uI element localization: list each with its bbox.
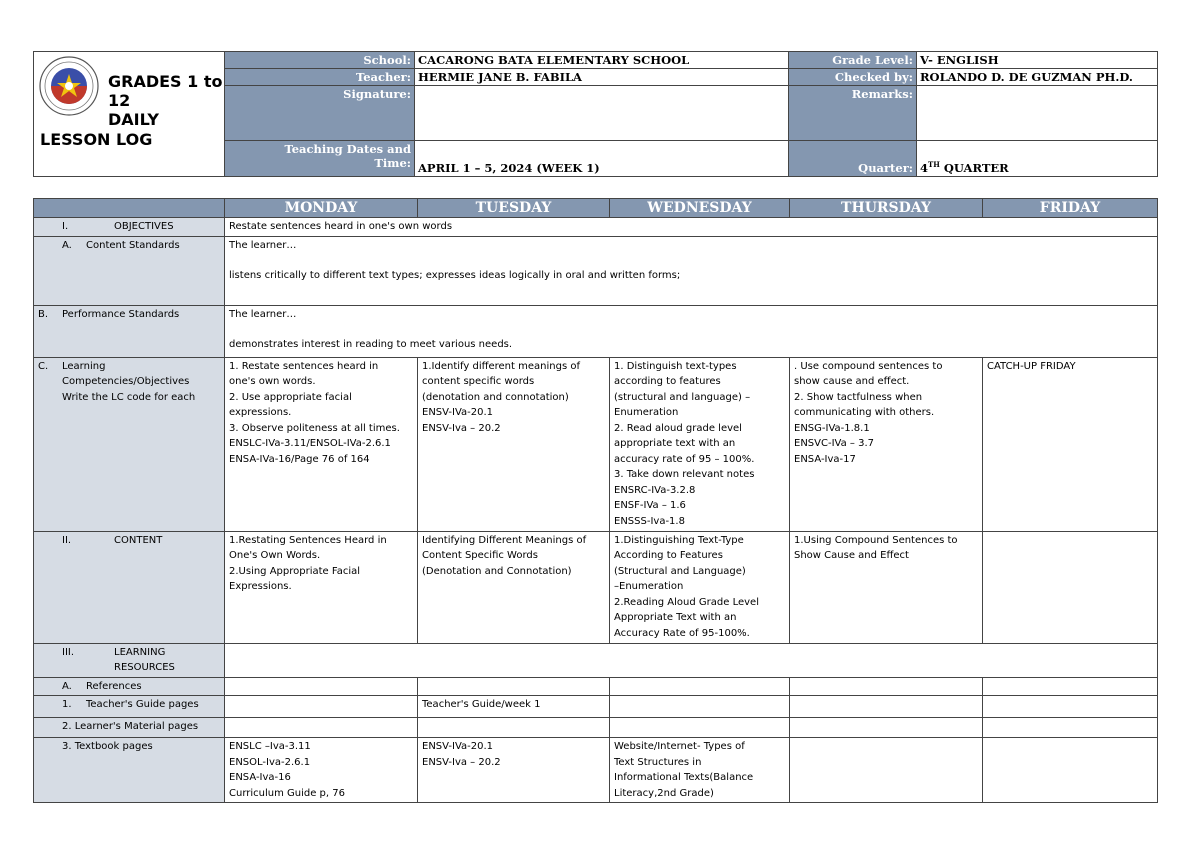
learning-resources-label xyxy=(34,643,225,677)
competencies-wednesday: 1. Distinguish text-types according to features (structural and language) – Enumeration 2. Read aloud grade level appropriate text with an accuracy rate of 95 – 100%. 3. Take down relevant notes ENSRC-IVa-3.2.8 ENSF-IVa – 1.6 ENSSS-Iva-1.8 xyxy=(610,357,790,531)
tg-pages-monday xyxy=(225,696,418,718)
textbook-friday xyxy=(983,738,1158,803)
deped-seal-icon xyxy=(39,56,99,116)
checked-by-value: ROLANDO D. DE GUZMAN PH.D. xyxy=(917,69,1158,86)
day-thursday: THURSDAY xyxy=(790,199,983,218)
competencies-monday: 1. Restate sentences heard in one's own words. 2. Use appropriate facial expressions. 3. Observe politeness at all times. ENSLC-IVa-3.11/ENSOL-IVa-2.6.1 ENSA-IVa-16/Page 76 of 164 xyxy=(225,357,418,531)
learning-resources-value xyxy=(225,643,1158,677)
references-tuesday xyxy=(418,677,610,696)
quarter-value xyxy=(917,141,1158,177)
checked-by-label: Checked by: xyxy=(789,69,917,86)
quarter-word: QUARTER xyxy=(939,161,1009,175)
content-label xyxy=(34,531,225,643)
content-standards-line1: The learner… xyxy=(229,239,297,251)
content-standards-line2: listens critically to different text types; expresses ideas logically in oral and written forms; xyxy=(229,270,681,281)
dates-label-line2: Time: xyxy=(374,156,411,170)
content-standards-row xyxy=(34,236,1158,305)
dates-label-line1: Teaching Dates and xyxy=(284,142,411,156)
days-header-blank xyxy=(34,199,225,218)
tg-pages-friday xyxy=(983,696,1158,718)
lm-pages-wednesday xyxy=(610,718,790,738)
day-monday: MONDAY xyxy=(225,199,418,218)
lm-pages-row xyxy=(34,718,1158,738)
textbook-thursday xyxy=(790,738,983,803)
title-block xyxy=(34,52,225,177)
quarter-suffix: TH xyxy=(928,160,940,170)
learning-resources-title: LEARNING RESOURCES xyxy=(114,646,175,673)
competencies-num: C. xyxy=(38,360,49,372)
references-num: A. xyxy=(62,680,72,692)
textbook-row xyxy=(34,738,1158,803)
content-friday xyxy=(983,531,1158,643)
tg-pages-wednesday xyxy=(610,696,790,718)
textbook-tuesday: ENSV-IVa-20.1 ENSV-Iva – 20.2 xyxy=(418,738,610,803)
lesson-log-table xyxy=(33,198,1158,803)
content-monday: 1.Restating Sentences Heard in One's Own Words. 2.Using Appropriate Facial Expressions. xyxy=(225,531,418,643)
objectives-text: Restate sentences heard in one's own words xyxy=(225,218,1158,237)
tg-pages-row xyxy=(34,696,1158,718)
performance-standards-line1: The learner… xyxy=(229,308,297,320)
content-standards-num: A. xyxy=(62,239,72,251)
signature-label: Signature: xyxy=(225,86,415,141)
title-line-1: GRADES 1 to xyxy=(108,72,223,91)
tg-pages-label xyxy=(34,696,225,718)
content-standards-text xyxy=(225,236,1158,305)
title-line-3: DAILY xyxy=(108,110,159,129)
competencies-row xyxy=(34,357,1158,531)
remarks-value xyxy=(917,86,1158,141)
performance-standards-label xyxy=(34,305,225,357)
lm-pages-label: 2. Learner's Material pages xyxy=(34,718,225,738)
performance-standards-num: B. xyxy=(38,308,49,320)
objectives-num: I. xyxy=(62,221,69,232)
references-thursday xyxy=(790,677,983,696)
school-value: CACARONG BATA ELEMENTARY SCHOOL xyxy=(415,52,789,69)
lm-pages-tuesday xyxy=(418,718,610,738)
references-friday xyxy=(983,677,1158,696)
references-title: References xyxy=(86,680,142,692)
content-standards-title: Content Standards xyxy=(86,239,180,251)
teacher-value: HERMIE JANE B. FABILA xyxy=(415,69,789,86)
content-standards-label xyxy=(34,236,225,305)
title-line-4: LESSON LOG xyxy=(40,130,153,149)
references-wednesday xyxy=(610,677,790,696)
learning-resources-row xyxy=(34,643,1158,677)
days-header-row xyxy=(34,199,1158,218)
competencies-title: Learning Competencies/Objectives Write the LC code for each xyxy=(62,360,196,403)
tg-pages-num: 1. xyxy=(62,699,72,710)
content-thursday: 1.Using Compound Sentences to Show Cause and Effect xyxy=(790,531,983,643)
textbook-monday: ENSLC –Iva-3.11 ENSOL-Iva-2.6.1 ENSA-Iva-16 Curriculum Guide p, 76 xyxy=(225,738,418,803)
day-tuesday: TUESDAY xyxy=(418,199,610,218)
teacher-label: Teacher: xyxy=(225,69,415,86)
lm-pages-thursday xyxy=(790,718,983,738)
learning-resources-num: III. xyxy=(62,646,75,658)
objectives-title: OBJECTIVES xyxy=(114,221,174,232)
tg-pages-title: Teacher's Guide pages xyxy=(86,699,199,710)
tg-pages-thursday xyxy=(790,696,983,718)
lm-pages-monday xyxy=(225,718,418,738)
teaching-dates-label xyxy=(225,141,415,177)
competencies-label xyxy=(34,357,225,531)
objectives-row xyxy=(34,218,1158,237)
content-tuesday: Identifying Different Meanings of Content Specific Words (Denotation and Connotation) xyxy=(418,531,610,643)
school-label: School: xyxy=(225,52,415,69)
grade-level-label: Grade Level: xyxy=(789,52,917,69)
content-num: II. xyxy=(62,534,72,546)
quarter-label: Quarter: xyxy=(789,141,917,177)
performance-standards-text xyxy=(225,305,1158,357)
textbook-label: 3. Textbook pages xyxy=(34,738,225,803)
textbook-wednesday: Website/Internet- Types of Text Structures in Informational Texts(Balance Literacy,2nd Grade) xyxy=(610,738,790,803)
competencies-tuesday: 1.Identify different meanings of content specific words (denotation and connotation) ENSV-IVa-20.1 ENSV-Iva – 20.2 xyxy=(418,357,610,531)
references-label xyxy=(34,677,225,696)
title-line-2: 12 xyxy=(108,91,131,110)
teaching-dates-value: APRIL 1 – 5, 2024 (WEEK 1) xyxy=(415,141,789,177)
tg-pages-tuesday: Teacher's Guide/week 1 xyxy=(418,696,610,718)
competencies-thursday: . Use compound sentences to show cause and effect. 2. Show tactfulness when communicating with others. ENSG-IVa-1.8.1 ENSVC-IVa – 3.7 ENSA-Iva-17 xyxy=(790,357,983,531)
references-row xyxy=(34,677,1158,696)
day-friday: FRIDAY xyxy=(983,199,1158,218)
performance-standards-title: Performance Standards xyxy=(62,308,180,320)
day-wednesday: WEDNESDAY xyxy=(610,199,790,218)
header-table xyxy=(33,51,1158,177)
references-monday xyxy=(225,677,418,696)
signature-value xyxy=(415,86,789,141)
content-row xyxy=(34,531,1158,643)
content-title: CONTENT xyxy=(114,534,163,546)
objectives-label xyxy=(34,218,225,237)
lm-pages-friday xyxy=(983,718,1158,738)
grade-level-value: V- ENGLISH xyxy=(917,52,1158,69)
competencies-friday: CATCH-UP FRIDAY xyxy=(983,357,1158,531)
quarter-number: 4 xyxy=(920,161,929,175)
remarks-label: Remarks: xyxy=(789,86,917,141)
performance-standards-line2: demonstrates interest in reading to meet various needs. xyxy=(229,339,513,350)
content-wednesday: 1.Distinguishing Text-Type According to Features (Structural and Language) –Enumeration 2.Reading Aloud Grade Level Appropriate Text with an Accuracy Rate of 95-100%. xyxy=(610,531,790,643)
performance-standards-row xyxy=(34,305,1158,357)
